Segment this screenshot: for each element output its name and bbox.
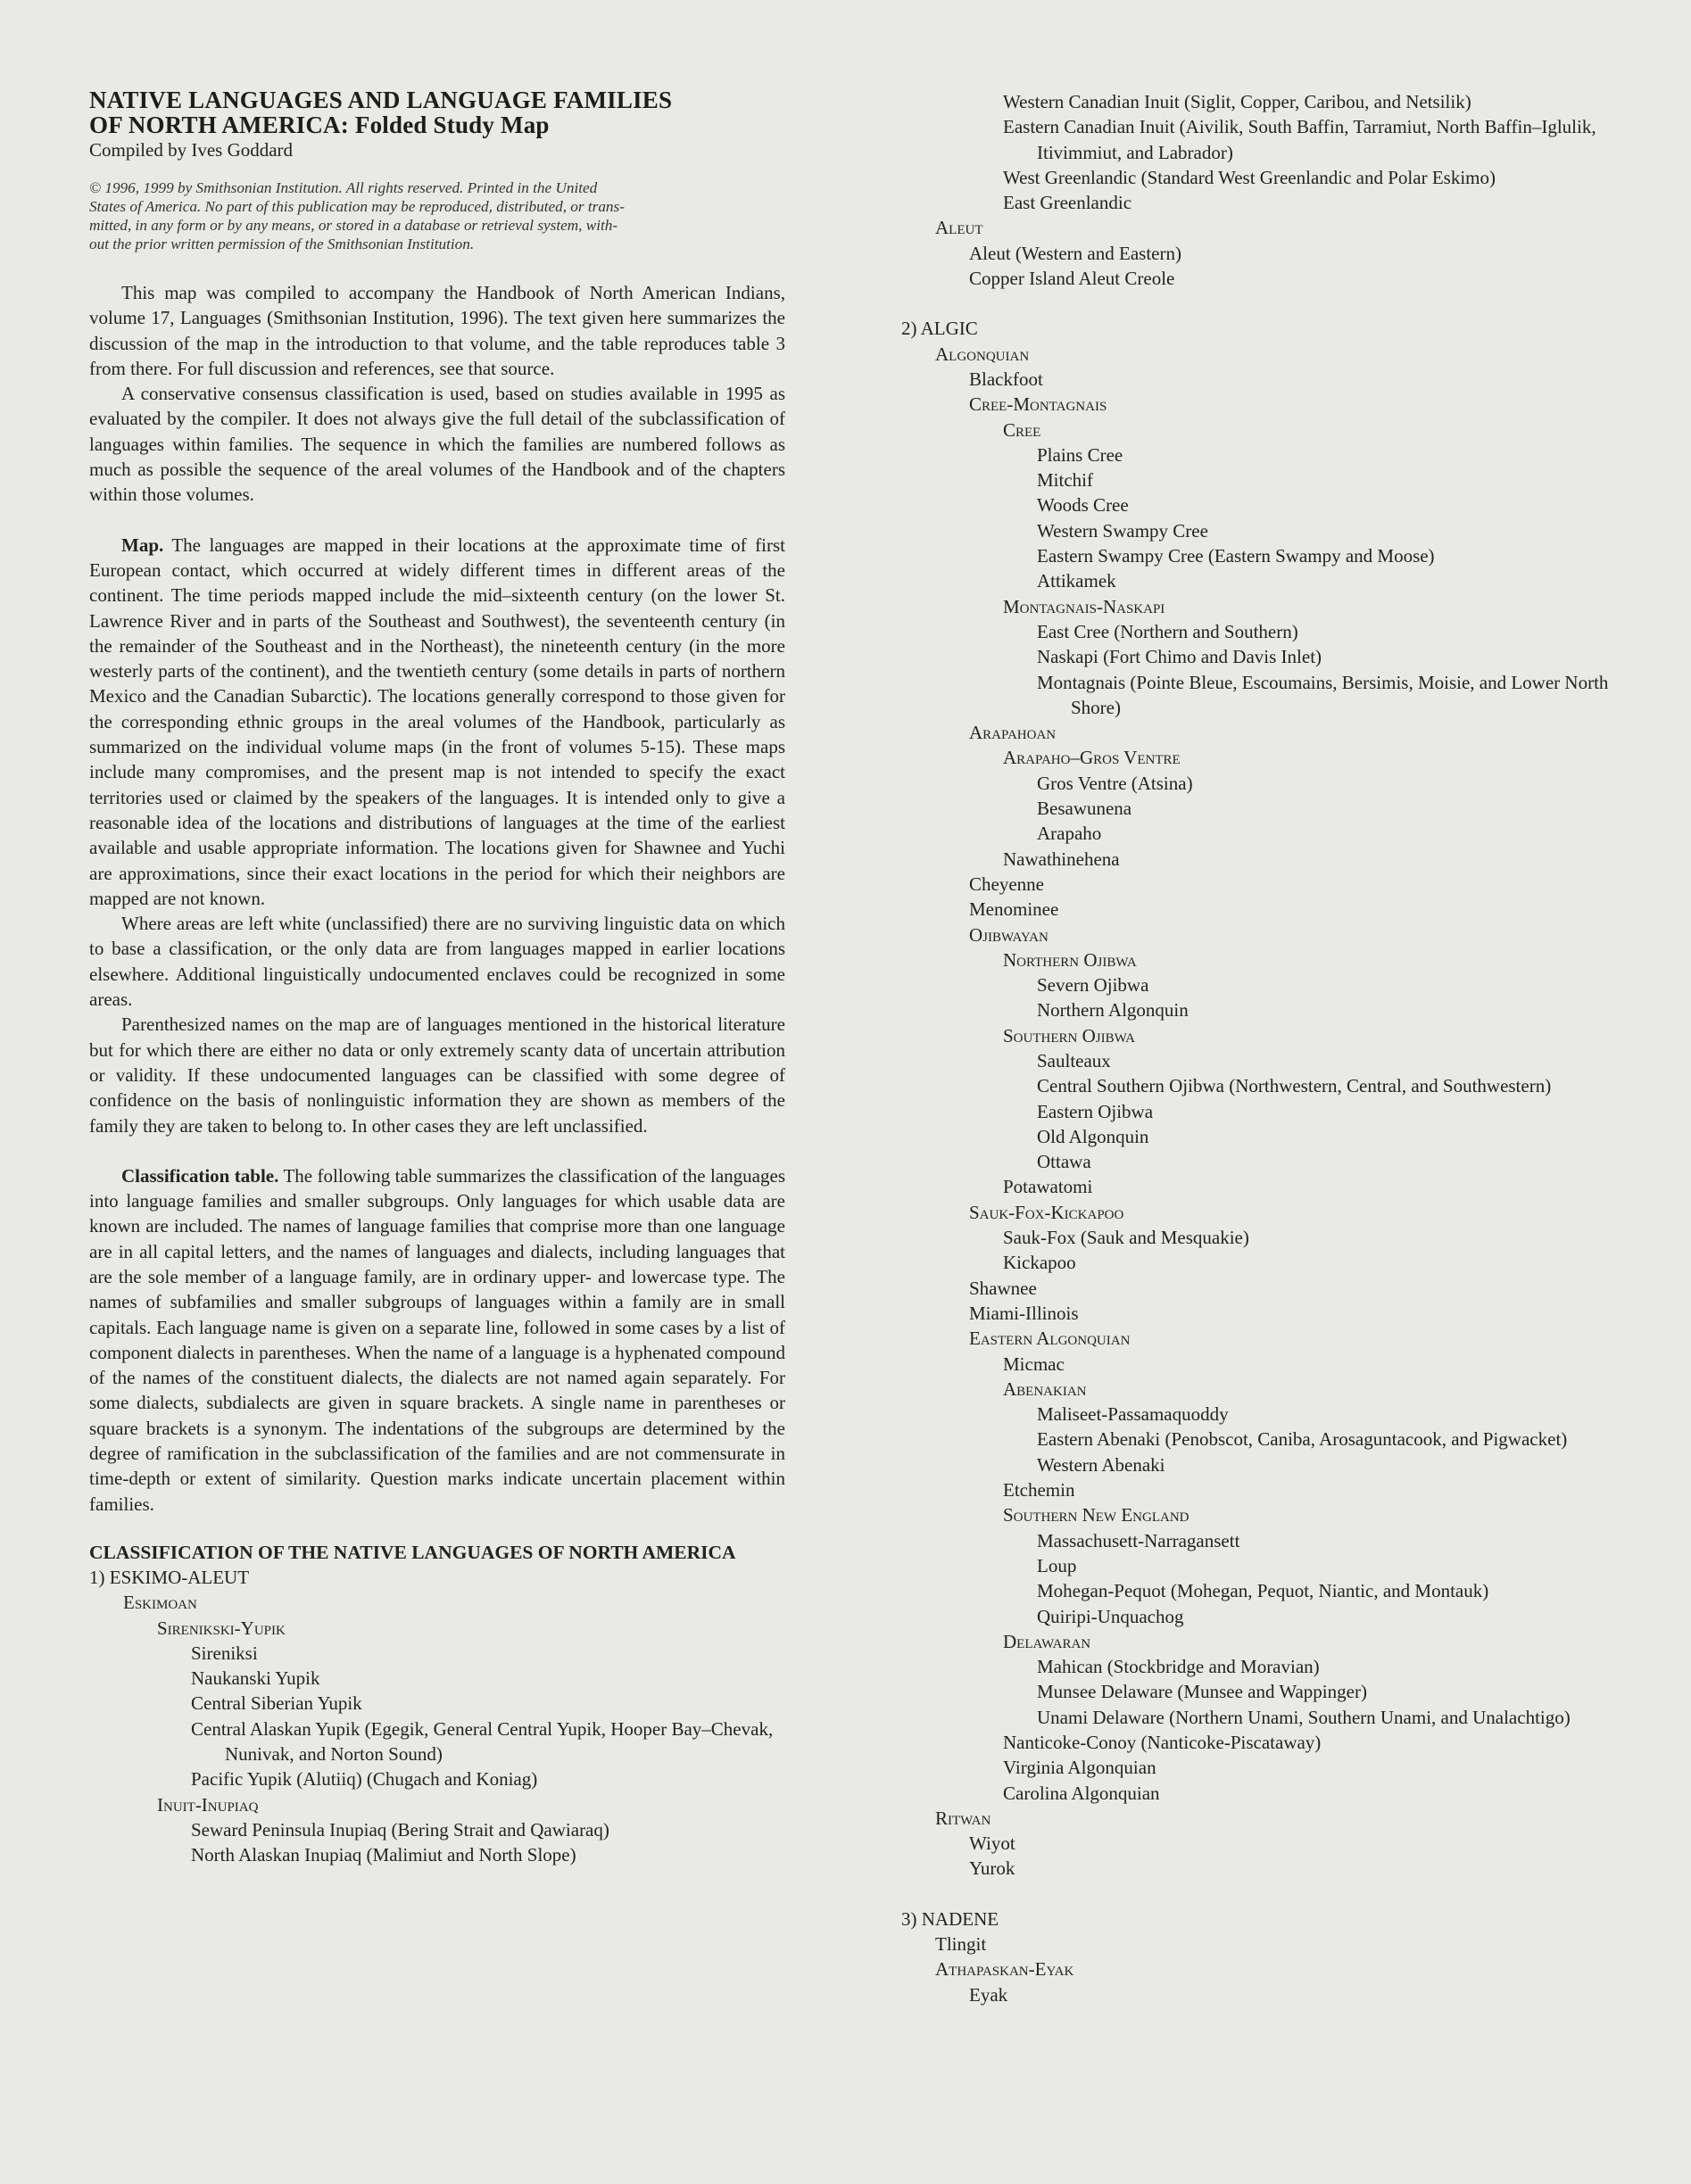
language-name: Mohegan-Pequot (Mohegan, Pequot, Niantic, and Montauk) — [1037, 1580, 1489, 1602]
subgroup-name: Algonquian — [935, 343, 1030, 365]
language-name: Wiyot — [969, 1832, 1015, 1855]
map-paragraph-1-text: The languages are mapped in their locations at the approximate time of first European contact, which occurred at widely different times in different areas of the continent. The time periods mapped include the mid–sixteenth century (on the lower St. Lawrence River and in parts of the Southeast and Southwest), the seventeenth century (in the remainder of the Southeast and in the Northeast), the nineteenth century (in the more westerly parts of the continent), and the twentieth century (some details in parts of northern Mexico and the Canadian Subarctic). The locations generally correspond to those given for the corresponding ethnic groups in the areal volumes of the Handbook, particularly as summarized on the individual volume maps (in the front of volumes 5-15). These maps include many compromises, and the present map is not intended to specify the exact territories used or claimed by the speakers of the languages. It is intended only to give a reasonable idea of the locations and distributions of languages at the time of the earliest available and usable appropriate information. The locations given for Shawnee and Yuchi are approximations, since their exact locations in the period for which their neighbors are mapped are not known. — [89, 534, 785, 909]
language-name: Naskapi (Fort Chimo and Davis Inlet) — [1037, 646, 1322, 668]
language-name: Virginia Algonquian — [1003, 1757, 1156, 1779]
subgroup-name: Aleut — [935, 217, 983, 239]
subgroup-name: Southern Ojibwa — [1003, 1024, 1135, 1046]
title-line-2: OF NORTH AMERICA: Folded Study Map — [89, 112, 550, 138]
language-name: Cheyenne — [969, 873, 1044, 895]
language-name: Pacific Yupik (Alutiiq) (Chugach and Koniag) — [191, 1768, 538, 1791]
subgroup-name: Delawaran — [1003, 1630, 1091, 1652]
language-name: Central Southern Ojibwa (Northwestern, Central, and Southwestern) — [1037, 1075, 1552, 1097]
map-paragraph-2: Where areas are left white (unclassified) there are no surviving linguistic data on which to base a classification, or the only data are from languages mapped in earlier locations elsewhere. Additional linguistically undocumented enclaves could be recognized in some areas. — [89, 913, 785, 1011]
subgroup-name: Ritwan — [935, 1807, 991, 1829]
language-name: Attikamek — [1037, 570, 1116, 592]
subgroup-name: Cree — [1003, 418, 1041, 441]
language-name: Eastern Ojibwa — [1037, 1100, 1154, 1122]
language-name: Blackfoot — [969, 368, 1043, 390]
language-name: Loup — [1037, 1554, 1077, 1576]
copyright-line: © 1996, 1999 by Smithsonian Institution. All rights reserved. Printed in the United — [89, 179, 598, 196]
language-name: Eastern Canadian Inuit (Aivilik, South Baffin, Tarramiut, North Baffin–Iglulik, Itivimmiut, and Labrador) — [1003, 116, 1596, 163]
language-name: Etchemin — [1003, 1479, 1075, 1502]
classification-tree-right — [901, 89, 1615, 2007]
language-name: Unami Delaware (Northern Unami, Southern Unami, and Unalachtigo) — [1037, 1706, 1571, 1728]
language-name: Tlingit — [935, 1933, 987, 1956]
language-name: Shawnee — [969, 1277, 1037, 1299]
subgroup-name: Sauk-Fox-Kickapoo — [969, 1201, 1124, 1223]
language-name: Northern Algonquin — [1037, 999, 1189, 1022]
table-heading: CLASSIFICATION OF THE NATIVE LANGUAGES OF NORTH AMERICA — [89, 1541, 736, 1563]
copyright-line: States of America. No part of this publication may be reproduced, distributed, or trans- — [89, 198, 625, 215]
classification-paragraph — [89, 1163, 785, 1517]
language-name: Mitchif — [1037, 469, 1093, 492]
intro-paragraph-1: This map was compiled to accompany the Handbook of North American Indians, volume 17, Languages (Smithsonian Institution, 1996). The text given here summarizes the discussion of the map in the introduction to that volume, and the table reproduces table 3 from there. For full discussion and references, see that source. — [89, 282, 785, 379]
subgroup-name: Cree-Montagnais — [969, 393, 1107, 416]
language-family: 2) ALGIC — [901, 318, 978, 340]
copyright-notice — [89, 178, 785, 253]
classification-section-label: Classification table. — [121, 1164, 279, 1187]
language-name: Severn Ojibwa — [1037, 974, 1149, 997]
copyright-line: out the prior written permission of the Smithsonian Institution. — [89, 236, 475, 252]
language-name: Yurok — [969, 1857, 1015, 1880]
language-name: Quiripi-Unquachog — [1037, 1605, 1184, 1627]
language-name: Munsee Delaware (Munsee and Wappinger) — [1037, 1681, 1367, 1703]
subgroup-name: Abenakian — [1003, 1377, 1087, 1400]
map-paragraph-1 — [89, 533, 785, 911]
map-paragraph-3: Parenthesized names on the map are of languages mentioned in the historical literature but for which there are either no data or only extremely scanty data of uncertain attribution or validity. If these undocumented languages can be classified with some degree of confidence on the basis of nonlinguistic information they are shown as members of the family they are taken to belong to. In other cases they are left unclassified. — [89, 1013, 785, 1137]
subgroup-name: Inuit-Inupiaq — [157, 1793, 259, 1816]
language-name: Massachusett-Narragansett — [1037, 1529, 1240, 1551]
language-name: Micmac — [1003, 1353, 1065, 1375]
language-name: Western Abenaki — [1037, 1453, 1165, 1476]
language-name: East Greenlandic — [1003, 192, 1132, 214]
language-name: Eastern Swampy Cree (Eastern Swampy and Moose) — [1037, 545, 1435, 567]
language-name: Sireniksi — [191, 1642, 258, 1664]
title-line-1: NATIVE LANGUAGES AND LANGUAGE FAMILIES — [89, 87, 673, 113]
family-spacer — [901, 1882, 1615, 1907]
language-name: West Greenlandic (Standard West Greenlandic and Polar Eskimo) — [1003, 166, 1496, 188]
language-name: Menominee — [969, 898, 1059, 921]
right-column — [901, 89, 1615, 2007]
language-name: Eyak — [969, 1983, 1008, 2006]
subgroup-name: Arapaho–Gros Ventre — [1003, 747, 1181, 769]
language-name: Miami-Illinois — [969, 1302, 1079, 1324]
language-name: Western Swampy Cree — [1037, 519, 1208, 542]
subgroup-name: Ojibwayan — [969, 923, 1049, 946]
copyright-line: mitted, in any form or by any means, or stored in a database or retrieval system, with- — [89, 217, 618, 234]
classification-paragraph-text: The following table summarizes the classification of the languages into language families and smaller subgroups. Only languages for which usable data are known are included. The names of language families that comprise more than one language are in all capital letters, and the names of languages and dialects, including languages that are the sole member of a language family, are in ordinary upper- and lowercase type. The names of subfamilies and smaller subgroups of languages within a family are in small capitals. Each language name is given on a separate line, followed in some cases by a list of component dialects in parentheses. When the name of a language is a hyphenated compound of the names of the constituent dialects, the dialects are not named again separately. For some dialects, subdialects are given in square brackets. A single name in parentheses or square brackets is a synonym. The indentations of the subgroups are determined by the degree of ramification in the subclassification of the families and are not commensurate in time-depth or extent of similarity. Question marks indicate uncertain placement within families. — [89, 1164, 785, 1515]
subgroup-name: Montagnais-Naskapi — [1003, 595, 1165, 617]
language-name: North Alaskan Inupiaq (Malimiut and North Slope) — [191, 1844, 576, 1866]
left-column — [89, 87, 785, 1868]
subgroup-name: Eskimoan — [123, 1592, 197, 1614]
language-name: Central Siberian Yupik — [191, 1692, 362, 1715]
subgroup-name: Northern Ojibwa — [1003, 948, 1137, 971]
language-name: Potawatomi — [1003, 1176, 1093, 1198]
language-family: 3) NADENE — [901, 1907, 999, 1930]
subgroup-name: Southern New England — [1003, 1504, 1190, 1526]
language-name: Nanticoke-Conoy (Nanticoke-Piscataway) — [1003, 1732, 1322, 1753]
language-name: Besawunena — [1037, 798, 1132, 820]
map-section-label: Map. — [121, 534, 164, 556]
language-name: East Cree (Northern and Southern) — [1037, 620, 1298, 642]
language-name: Saulteaux — [1037, 1049, 1111, 1071]
language-name: Kickapoo — [1003, 1252, 1076, 1274]
family-spacer — [901, 291, 1615, 316]
language-name: Sauk-Fox (Sauk and Mesquakie) — [1003, 1227, 1249, 1249]
language-name: Seward Peninsula Inupiaq (Bering Strait and Qawiaraq) — [191, 1818, 609, 1841]
language-family: 1) ESKIMO-ALEUT — [89, 1566, 250, 1588]
language-name: Western Canadian Inuit (Siglit, Copper, Caribou, and Netsilik) — [1003, 91, 1471, 112]
language-name: Gros Ventre (Atsina) — [1037, 772, 1193, 794]
language-name: Old Algonquin — [1037, 1125, 1149, 1147]
language-name: Copper Island Aleut Creole — [969, 268, 1175, 290]
subgroup-name: Athapaskan-Eyak — [935, 1958, 1074, 1981]
language-name: Maliseet-Passamaquoddy — [1037, 1403, 1229, 1426]
subgroup-name: Sirenikski-Yupik — [157, 1617, 286, 1639]
language-name: Carolina Algonquian — [1003, 1782, 1160, 1804]
language-name: Naukanski Yupik — [191, 1667, 320, 1690]
language-name: Nawathinehena — [1003, 848, 1120, 870]
classification-tree-left — [89, 1565, 785, 1868]
language-name: Montagnais (Pointe Bleue, Escoumains, Bersimis, Moisie, and Lower North Shore) — [1037, 671, 1609, 718]
page-title — [89, 87, 785, 137]
intro-paragraph-2: A conservative consensus classification is used, based on studies available in 1995 as evaluated by the compiler. It does not always give the full detail of the subclassification of languages within families. The sequence in which the families are numbered follows as much as possible the sequence of the areal volumes of the Handbook and of the chapters within those volumes. — [89, 383, 785, 506]
language-name: Central Alaskan Yupik (Egegik, General Central Yupik, Hooper Bay–Chevak, Nunivak, and Norton Sound) — [191, 1717, 774, 1766]
language-name: Plains Cree — [1037, 443, 1123, 466]
language-name: Mahican (Stockbridge and Moravian) — [1037, 1656, 1320, 1678]
language-name: Woods Cree — [1037, 494, 1129, 517]
language-name: Ottawa — [1037, 1151, 1091, 1173]
language-name: Aleut (Western and Eastern) — [969, 242, 1181, 264]
compiler-credit: Compiled by Ives Goddard — [89, 139, 294, 161]
language-name: Arapaho — [1037, 823, 1102, 845]
language-name: Eastern Abenaki (Penobscot, Caniba, Arosaguntacook, and Pigwacket) — [1037, 1428, 1568, 1451]
subgroup-name: Eastern Algonquian — [969, 1328, 1131, 1350]
subgroup-name: Arapahoan — [969, 722, 1057, 744]
